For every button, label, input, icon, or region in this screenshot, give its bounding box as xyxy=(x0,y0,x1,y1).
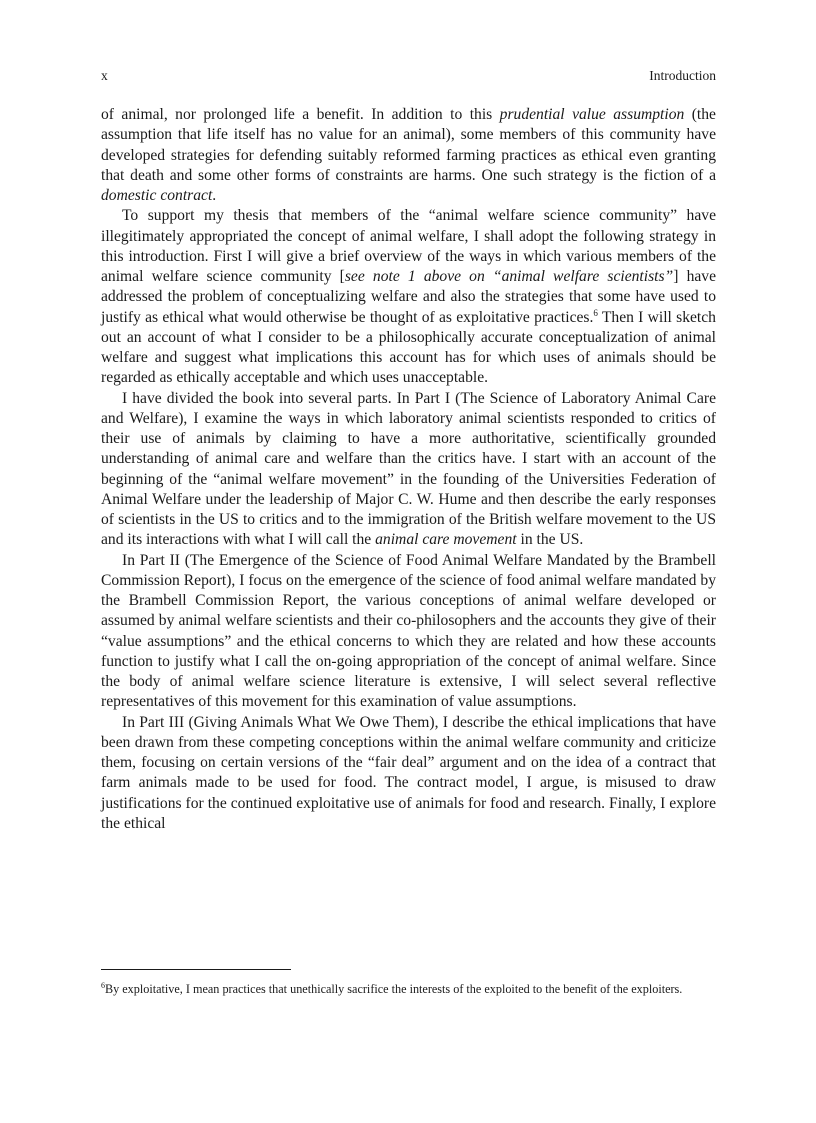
body-text xyxy=(101,105,716,834)
emphasis: animal care movement xyxy=(375,531,517,549)
emphasis: prudential value assumption xyxy=(499,106,685,123)
footnote-reference[interactable]: 6 xyxy=(593,307,598,318)
paragraph-4: In Part II (The Emergence of the Science of Food Animal Welfare Mandated by the Brambell Commission Report), I focus on the emergence of the science of food animal welfare mandated by the Brambell Commission Report, the various conceptions of animal welfare developed or assumed by animal welfare scientists and their co-philosophers and the accounts they give of their “value assumptions” and the ethical concerns to which they are related and how these accounts function to justify what I call the on-going appropriation of the concept of animal welfare. Since the body of animal welfare science literature is extensive, I will select several reflective representatives of this movement for this examination of value assumptions. xyxy=(101,551,716,711)
paragraph-5: In Part III (Giving Animals What We Owe Them), I describe the ethical implications that have been drawn from these competing conceptions within the animal welfare community and criticize them, focusing on certain versions of the “fair deal” argument and on the idea of a contract that farm animals made to be used for food. The contract model, I argue, is misused to draw justifications for the continued exploitative use of animals for food and research. Finally, I explore the ethical xyxy=(101,713,716,832)
footnote-text: By exploitative, I mean practices that unethically sacrifice the interests of the exploited to the benefit of the exploiters. xyxy=(105,982,683,996)
footnote-separator xyxy=(101,969,291,970)
paragraph-2: To support my thesis that members of the “animal welfare science community” have illegitimately appropriated the concept of animal welfare, I shall adopt the following strategy in this introduction. First I will give a brief overview of the ways in which various members of the animal welfare science community [see note 1 above on “animal welfare scientists”] have addressed the problem of conceptualizing welfare and also the strategies that some have used to justify as ethical what would otherwise be thought of as exploitative practices.$^6$ Then I will sketch out an account of what I consider to be a philosophically accurate conceptualization of animal welfare and suggest what implications this account has for which uses of animals should be regarded as ethically acceptable and which uses unacceptable. xyxy=(101,207,717,387)
running-title: Introduction xyxy=(649,68,716,83)
paragraph-3: I have divided the book into several parts. In Part I (The Science of Laboratory Animal Care and Welfare), I examine the ways in which laboratory animal scientists responded to critics of their use of animals by claiming to have a more authoritative, scientifically grounded understanding of animal care and welfare than the critics have. I start with an account of the beginning of the “animal welfare movement” in the founding of the Universities Federation of Animal Welfare under the leadership of Major C. W. Hume and then describe the early responses of scientists in the US to critics and to the immigration of the British welfare movement to the US and its interactions with what I will call the animal care movement in the US. xyxy=(101,389,716,549)
emphasis: see note 1 above on “animal welfare scientists” xyxy=(344,268,674,285)
paragraph-1: of animal, nor prolonged life a benefit. In addition to this prudential value assumption (the assumption that life itself has no value for an animal), some members of this community have developed strategies for defending suitably reformed farming practices as ethical even granting that death and some other forms of constraints are harms. One such strategy is the fiction of a domestic contract. xyxy=(101,106,716,204)
emphasis: domestic contract xyxy=(101,187,213,204)
page-number: x xyxy=(101,68,108,83)
footnote-marker: 6 xyxy=(101,980,105,990)
footnote xyxy=(101,981,716,999)
